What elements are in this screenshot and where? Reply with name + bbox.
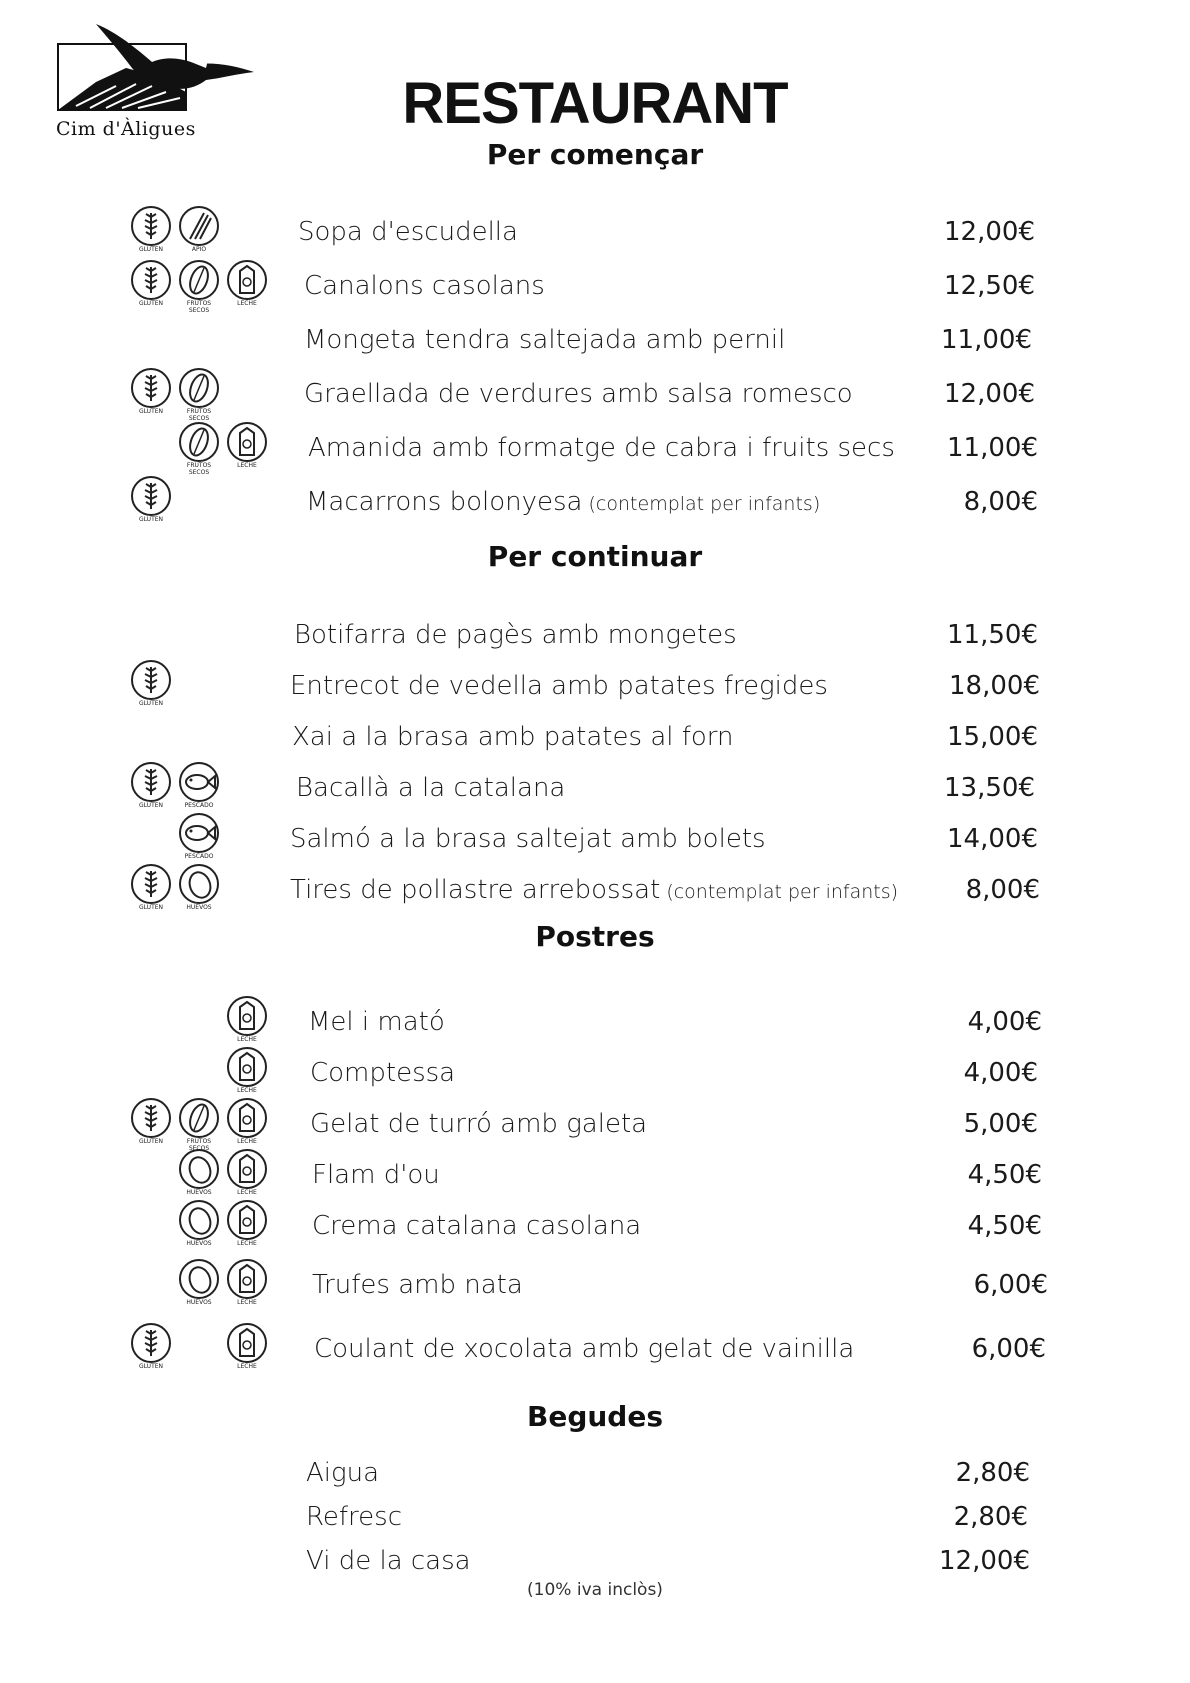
item-name-text: Mel i mató (308, 1007, 445, 1037)
item-price: 12,50€ (944, 271, 1035, 301)
nuts-icon: FRUTOS SECOS (176, 421, 222, 475)
item-name-text: Comptessa (310, 1058, 456, 1088)
menu-item (0, 1322, 1190, 1376)
item-name (308, 433, 895, 463)
section-heading: Per continuar (487, 540, 703, 573)
item-name (304, 379, 853, 409)
item-name-text: Tires de pollastre arrebossat (290, 875, 661, 905)
menu-item (0, 761, 1190, 815)
allergen-icons (128, 1097, 288, 1151)
item-name (314, 1334, 854, 1364)
allergen-icons (128, 313, 288, 367)
section-heading: Begudes (526, 1400, 663, 1433)
item-price: 8,00€ (963, 487, 1038, 517)
item-note: (contemplat per infants) (582, 493, 821, 515)
egg-icon: HUEVOS (176, 1258, 222, 1312)
item-price: 4,50€ (967, 1160, 1042, 1190)
allergen-icons (128, 205, 288, 259)
nuts-icon: FRUTOS SECOS (176, 1097, 222, 1151)
item-name (306, 1458, 379, 1488)
menu-item (0, 421, 1190, 475)
item-name-text: Gelat de turró amb galeta (310, 1109, 648, 1139)
item-name-text: Crema catalana casolana (312, 1211, 642, 1241)
menu-item (0, 1097, 1190, 1151)
allergen-icons (128, 475, 288, 529)
item-name (308, 1007, 445, 1037)
item-name-text: Coulant de xocolata amb gelat de vainilla (314, 1334, 855, 1364)
section-heading: Per començar (486, 138, 704, 171)
gluten-icon: GLUTEN (128, 259, 174, 313)
allergen-icons (128, 761, 288, 815)
item-price: 11,50€ (947, 620, 1038, 650)
item-price: 4,00€ (963, 1058, 1038, 1088)
allergen-icons (128, 259, 288, 313)
gluten-icon: GLUTEN (128, 475, 174, 529)
egg-icon: HUEVOS (176, 863, 222, 917)
allergen-icons (128, 710, 288, 764)
item-price: 11,00€ (941, 325, 1032, 355)
item-name (292, 722, 734, 752)
item-name (296, 773, 565, 803)
milk-icon: LECHE (224, 1046, 270, 1100)
allergen-icons (128, 1258, 288, 1312)
item-name-text: Canalons casolans (304, 271, 545, 301)
item-price: 5,00€ (963, 1109, 1038, 1139)
milk-icon: LECHE (224, 1322, 270, 1376)
item-name (312, 1160, 440, 1190)
milk-icon: LECHE (224, 1199, 270, 1253)
menu-item (0, 1046, 1190, 1100)
item-price: 15,00€ (947, 722, 1038, 752)
fish-icon: PESCADO (176, 812, 222, 866)
menu-item (0, 659, 1190, 713)
item-name-text: Xai a la brasa amb patates al forn (292, 722, 734, 752)
item-name-text: Botifarra de pagès amb mongetes (294, 620, 737, 650)
celery-icon: APIO (176, 205, 222, 259)
milk-icon: LECHE (224, 259, 270, 313)
item-name-text: Salmó a la brasa saltejat amb bolets (290, 824, 766, 854)
item-name (310, 1058, 455, 1088)
allergen-icons (128, 812, 288, 866)
allergen-icons (128, 1046, 288, 1100)
milk-icon: LECHE (224, 1097, 270, 1151)
item-name-text: Refresc (306, 1502, 403, 1532)
allergen-icons (128, 421, 288, 475)
gluten-icon: GLUTEN (128, 1097, 174, 1151)
gluten-icon: GLUTEN (128, 863, 174, 917)
item-name-text: Bacallà a la catalana (296, 773, 566, 803)
item-price: 12,00€ (944, 217, 1035, 247)
item-price: 14,00€ (947, 824, 1038, 854)
item-price: 6,00€ (971, 1334, 1046, 1364)
logo-text: Cim d'Àligues (56, 118, 196, 140)
item-name (304, 325, 785, 355)
item-name (306, 487, 820, 517)
item-note: (contemplat per infants) (660, 881, 899, 903)
item-price: 2,80€ (955, 1458, 1030, 1488)
item-price: 13,50€ (944, 773, 1035, 803)
item-name-text: Trufes amb nata (312, 1270, 523, 1300)
item-name-text: Macarrons bolonyesa (306, 487, 583, 517)
section-heading: Postres (535, 920, 655, 953)
menu-item (0, 1258, 1190, 1312)
item-name-text: Vi de la casa (306, 1546, 471, 1576)
nuts-icon: FRUTOS SECOS (176, 367, 222, 421)
item-price: 8,00€ (965, 875, 1040, 905)
item-price: 4,50€ (967, 1211, 1042, 1241)
item-name (290, 824, 766, 854)
milk-icon: LECHE (224, 1148, 270, 1202)
item-price: 11,00€ (947, 433, 1038, 463)
item-price: 18,00€ (949, 671, 1040, 701)
allergen-icons (128, 863, 288, 917)
item-name (294, 620, 737, 650)
gluten-icon: GLUTEN (128, 1322, 174, 1376)
item-price: 12,00€ (944, 379, 1035, 409)
item-name-text: Sopa d'escudella (298, 217, 518, 247)
item-name-text: Graellada de verdures amb salsa romesco (304, 379, 853, 409)
item-price: 6,00€ (973, 1270, 1048, 1300)
gluten-icon: GLUTEN (128, 205, 174, 259)
allergen-icons (128, 367, 288, 421)
gluten-icon: GLUTEN (128, 761, 174, 815)
milk-icon: LECHE (224, 1258, 270, 1312)
item-name (312, 1211, 641, 1241)
menu-item (0, 710, 1190, 764)
menu-item (0, 863, 1190, 917)
item-name (306, 1546, 471, 1576)
allergen-icons (128, 659, 288, 713)
allergen-icons (128, 1199, 288, 1253)
item-name (290, 875, 898, 905)
item-name-text: Aigua (306, 1458, 380, 1488)
gluten-icon: GLUTEN (128, 659, 174, 713)
menu-item (0, 313, 1190, 367)
menu-item (0, 475, 1190, 529)
allergen-icons (128, 995, 288, 1049)
item-name (304, 271, 545, 301)
allergen-icons (128, 1322, 288, 1376)
menu-item (0, 995, 1190, 1049)
allergen-icons (128, 608, 288, 662)
item-price: 4,00€ (967, 1007, 1042, 1037)
menu-item (0, 367, 1190, 421)
menu-item (0, 1199, 1190, 1253)
menu-item (0, 608, 1190, 662)
item-name (298, 217, 518, 247)
item-name-text: Entrecot de vedella amb patates fregides (290, 671, 828, 701)
nuts-icon: FRUTOS SECOS (176, 259, 222, 313)
vat-note: (10% iva inclòs) (527, 1580, 663, 1600)
item-name (290, 671, 828, 701)
milk-icon: LECHE (224, 995, 270, 1049)
menu-item (0, 812, 1190, 866)
page-title: RESTAURANT (402, 71, 788, 136)
menu-item (0, 205, 1190, 259)
item-name-text: Mongeta tendra saltejada amb pernil (304, 325, 786, 355)
menu-item (0, 259, 1190, 313)
allergen-icons (128, 1148, 288, 1202)
item-price: 2,80€ (953, 1502, 1028, 1532)
item-name-text: Flam d'ou (312, 1160, 440, 1190)
item-price: 12,00€ (939, 1546, 1030, 1576)
egg-icon: HUEVOS (176, 1199, 222, 1253)
item-name (312, 1270, 523, 1300)
item-name (310, 1109, 647, 1139)
milk-icon: LECHE (224, 421, 270, 475)
fish-icon: PESCADO (176, 761, 222, 815)
menu-item (0, 1148, 1190, 1202)
gluten-icon: GLUTEN (128, 367, 174, 421)
item-name (306, 1502, 402, 1532)
item-name-text: Amanida amb formatge de cabra i fruits secs (308, 433, 895, 463)
egg-icon: HUEVOS (176, 1148, 222, 1202)
